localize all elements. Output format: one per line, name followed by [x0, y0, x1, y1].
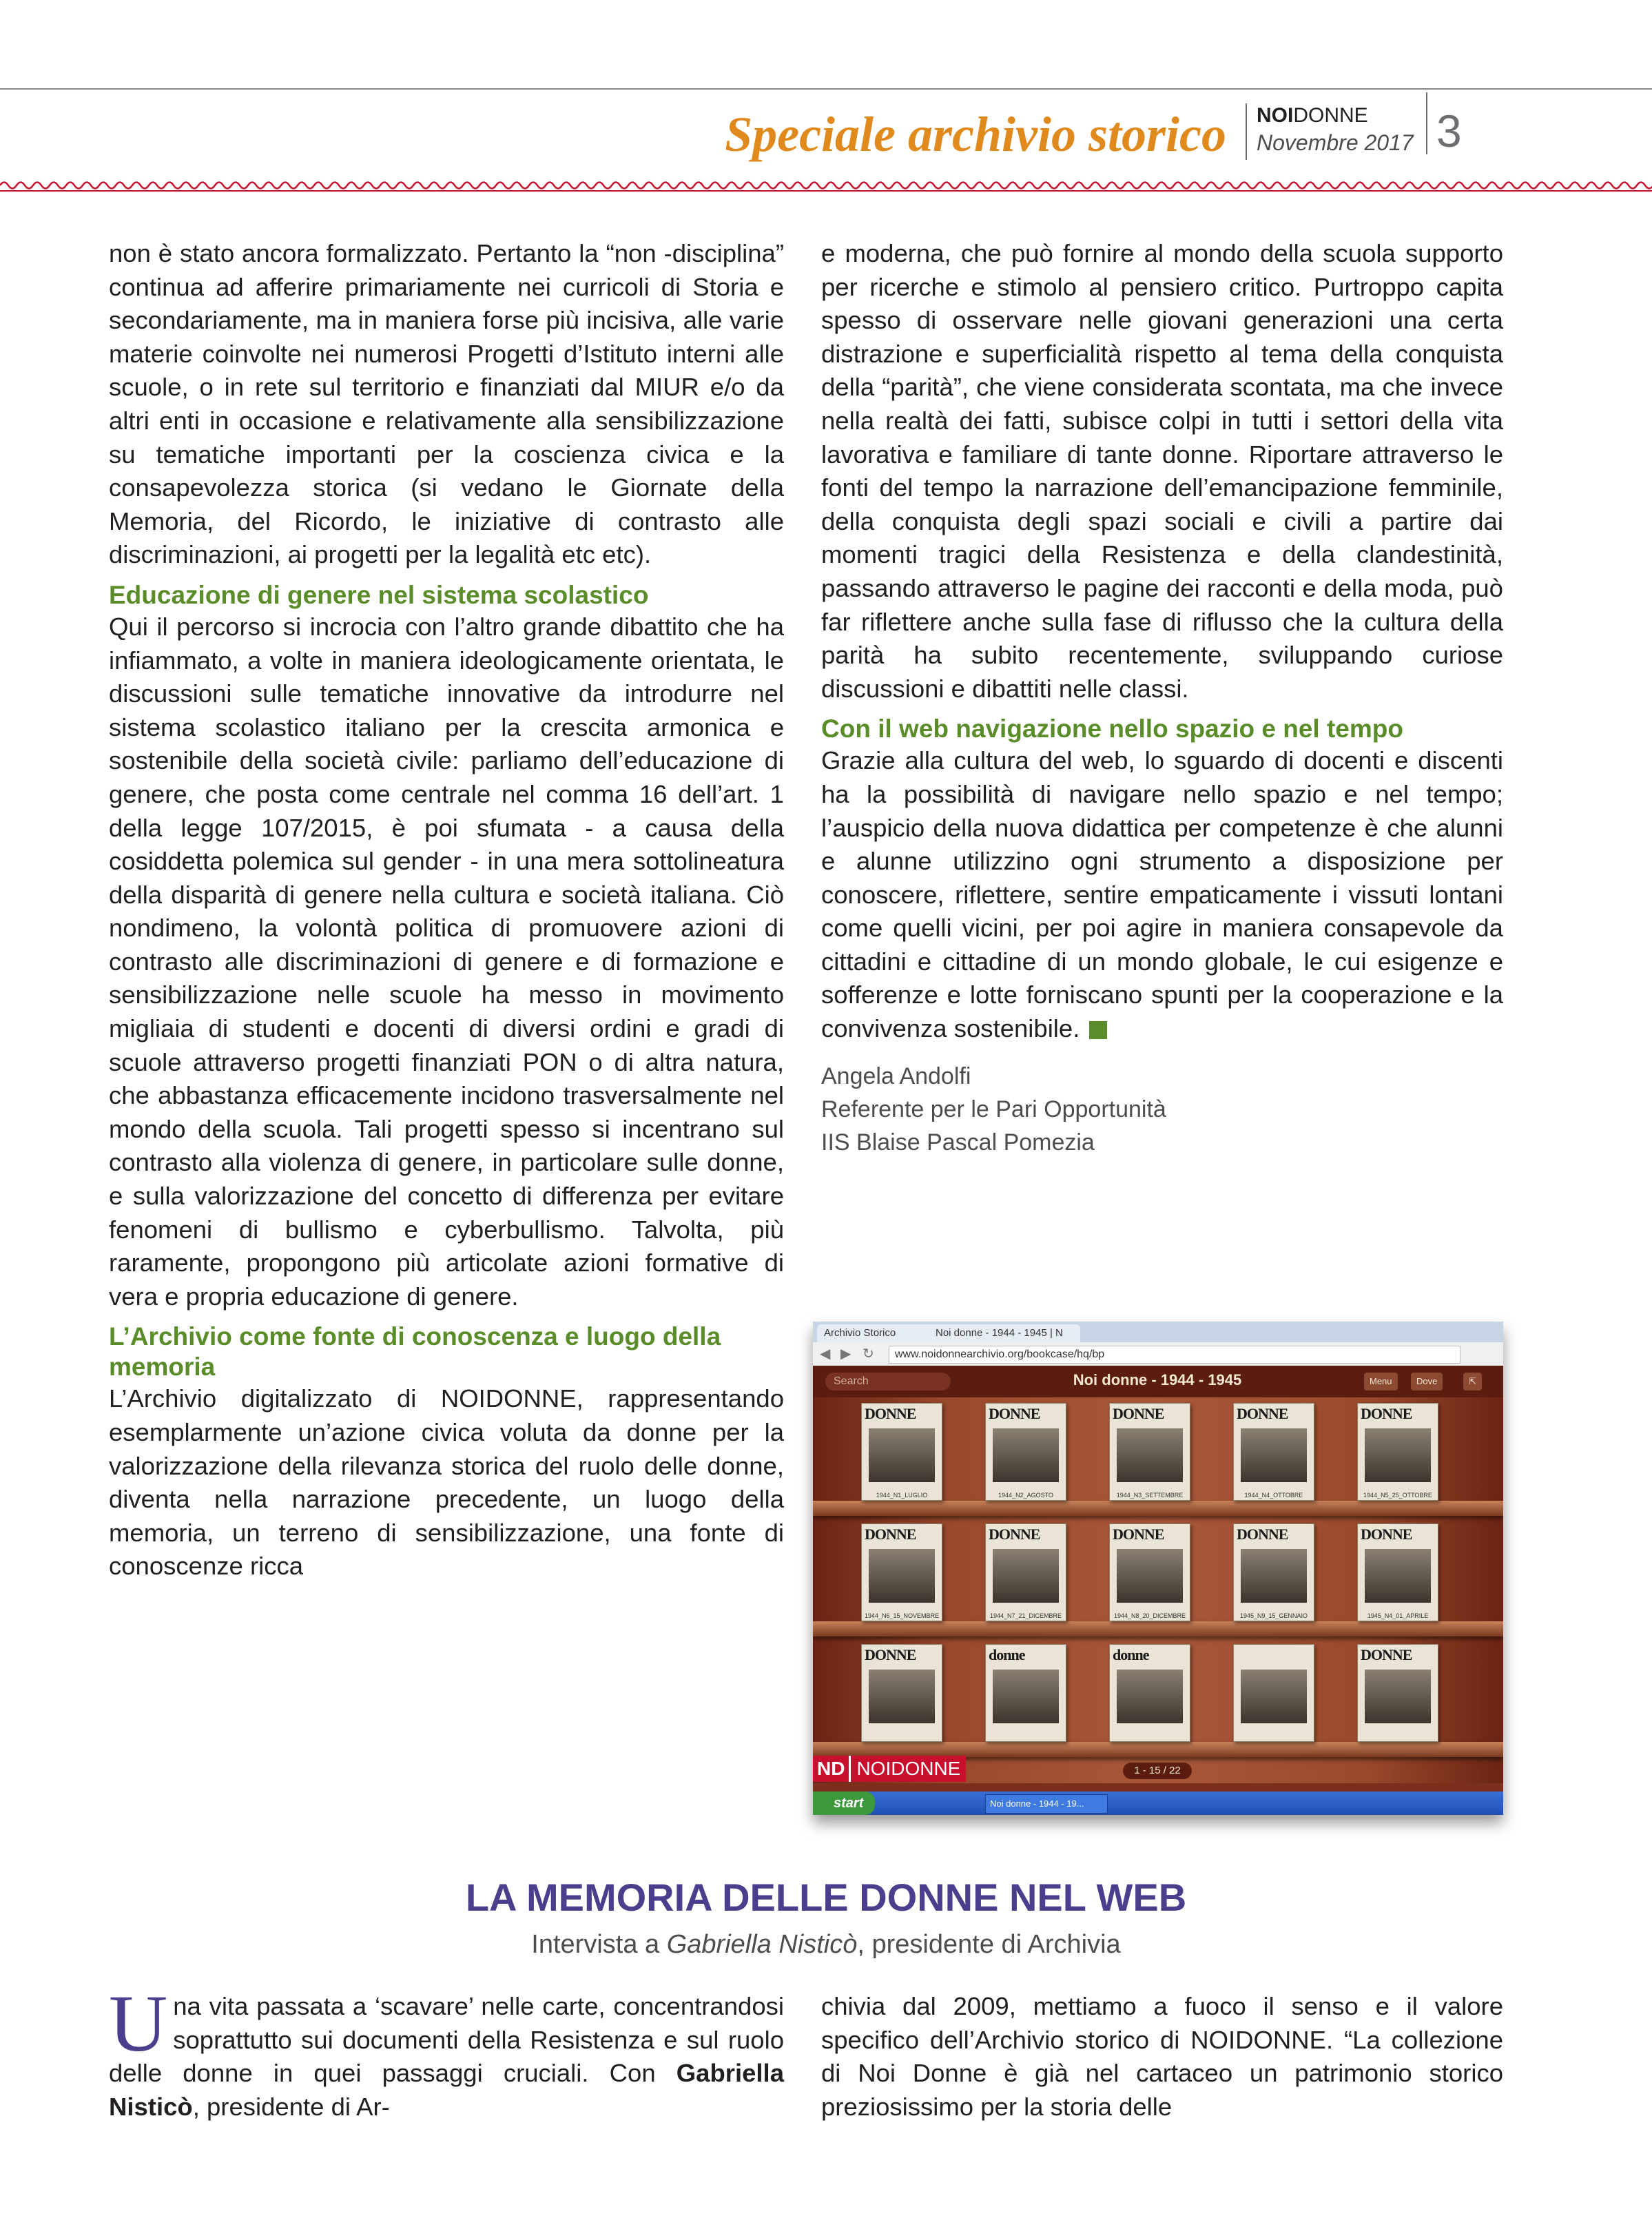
- magazine-title: DONNE: [865, 1646, 916, 1663]
- shelf-plank: [813, 1501, 1503, 1516]
- noidonne-logo: ND NOIDONNE: [813, 1756, 966, 1782]
- magazine-photo: [869, 1549, 935, 1603]
- end-of-article-mark: [1089, 1021, 1107, 1039]
- magazine-cover: [1233, 1403, 1314, 1501]
- subheading: L’Archivio come fonte di conoscenza e luogo della memoria: [109, 1322, 721, 1382]
- subheading: Con il web navigazione nello spazio e nel tempo: [821, 715, 1403, 743]
- interview-right-column: [821, 1990, 1503, 2124]
- section-title: Speciale archivio storico: [725, 107, 1226, 162]
- url-field: www.noidonnearchivio.org/bookcase/hq/bp: [889, 1346, 1460, 1364]
- reload-icon: ↻: [863, 1346, 874, 1362]
- os-taskbar: [813, 1792, 1503, 1815]
- magazine-label: 1945_N4_01_APRILE: [1367, 1612, 1429, 1619]
- magazine-cover: [1233, 1523, 1314, 1621]
- article-left-column: [109, 237, 784, 1583]
- magazine-label: 1944_N1_LUGLIO: [876, 1492, 928, 1499]
- magazine-photo: [1241, 1428, 1307, 1482]
- browser-tab-strip: [813, 1322, 1503, 1342]
- paragraph: chivia dal 2009, mettiamo a fuoco il senso e il valore specifico dell’Archivio storico di NOIDONNE. “La collezione di Noi Donne è già nel cartaceo un patrimonio storico preziosissimo per la storia delle: [821, 1992, 1503, 2121]
- magazine-cover: [1109, 1523, 1190, 1621]
- interview-title: LA MEMORIA DELLE DONNE NEL WEB: [465, 1876, 1187, 1919]
- magazine-label: 1944_N3_SETTEMBRE: [1116, 1492, 1184, 1499]
- magazine-photo: [1365, 1428, 1431, 1482]
- magazine-label: 1944_N4_OTTOBRE: [1244, 1492, 1303, 1499]
- magazine-cover: [985, 1523, 1066, 1621]
- magazine-photo: [993, 1549, 1059, 1603]
- magazine-title: DONNE: [1361, 1526, 1412, 1543]
- magazine-cover: [861, 1403, 942, 1501]
- browser-tab: Archivio Storico: [817, 1324, 934, 1342]
- archive-title: Noi donne - 1944 - 1945: [1073, 1371, 1242, 1388]
- share-icon: ⇱: [1463, 1373, 1482, 1390]
- magazine-cover: [861, 1644, 942, 1742]
- archive-website-screenshot: [813, 1322, 1503, 1815]
- magazine-label: 1944_N7_21_DICEMBRE: [989, 1612, 1062, 1619]
- author-school: IIS Blaise Pascal Pomezia: [821, 1129, 1095, 1156]
- magazine-photo: [1241, 1670, 1307, 1723]
- magazine-photo: [993, 1670, 1059, 1723]
- magazine-cover: [1357, 1403, 1438, 1501]
- magazine-photo: [1117, 1670, 1183, 1723]
- magazine-cover: [1357, 1523, 1438, 1621]
- paragraph: Una vita passata a ‘scavare’ nelle carte, concentrandosi soprattutto sui documenti della Resistenza e sul ruolo delle donne in quei passaggi cruciali. Con Gabriella Nisticò, presidente di Ar-: [109, 1978, 784, 2121]
- author-name: Angela Andolfi: [821, 1062, 971, 1089]
- drop-cap: U: [109, 1978, 168, 2068]
- magazine-label: 1944_N5_25_OTTOBRE: [1363, 1492, 1432, 1499]
- article-right-column: [821, 237, 1503, 1159]
- author-signature: [821, 1060, 1503, 1159]
- magazine-cover: [985, 1403, 1066, 1501]
- archive-toolbar: [813, 1366, 1503, 1397]
- paragraph: non è stato ancora formalizzato. Pertanto la “non -disciplina” continua ad afferire primariamente nei curricoli di Storia e secondariamente, ma in maniera forse più incisiva, alle varie materie coinvolte nei numerosi Progetti d’Istituto interni alle scuole, o in rete sul territorio e finanziati dal MIUR e/o da altri enti in occasione e relativamente alla sensibilizzazione su tematiche importanti per la coscienza civica e la consapevolezza storica (si vedano le Giornate della Memoria, del Ricordo, le iniziative di contrasto alle discriminazioni, ai progetti per la legalità etc etc).: [109, 239, 784, 569]
- magazine-title: DONNE: [1237, 1405, 1288, 1422]
- magazine-cover: [1109, 1403, 1190, 1501]
- magazine-title: DONNE: [1113, 1405, 1164, 1422]
- decorative-wavy-rule: [0, 178, 1652, 193]
- magazine-label: 1944_N8_20_DICEMBRE: [1113, 1612, 1186, 1619]
- header-divider: [1426, 92, 1427, 154]
- magazine-title: DONNE: [989, 1526, 1040, 1543]
- shelf-plank: [813, 1621, 1503, 1636]
- magazine-title: DONNE: [865, 1526, 916, 1543]
- paragraph: Qui il percorso si incrocia con l’altro grande dibattito che ha infiammato, a volte in maniera ideologicamente orientata, le discussioni sulle tematiche innovative da introdurre nel sistema scolastico italiano per la crescita armonica e sostenibile della società civile: parliamo dell’educazione di genere, che posta come centrale nel comma 16 dell’art. 1 della legge 107/2015, è poi sfumata - a causa della cosiddetta polemica sul gender - in una mera sottolineatura della disparità di genere nella cultura e società italiana. Ciò nondimeno, la volontà politica di promuovere azioni di contrasto alle discriminazioni di genere e di formazione e sensibilizzazione nelle scuole ha messo in movimento migliaia di studenti e docenti di diversi ordini e gradi di scuole attraverso progetti finanziati PON o di altra natura, che abbastanza efficacemente incidono trasversalmente nel mondo della scuola. Tali progetti spesso si incentrano sul contrasto alla violenza di genere, in particolare sulle donne, e sulla valorizzazione del concetto di differenza per evitare fenomeni di bullismo e cyberbullismo. Talvolta, più raramente, propongono più articolate azioni formative di vera e propria educazione di genere.: [109, 612, 784, 1311]
- paragraph: e moderna, che può fornire al mondo della scuola supporto per ricerche e stimolo al pensiero critico. Purtroppo capita spesso di osservare nelle giovani generazioni una certa distrazione e superficialità rispetto al tema della conquista della “parità”, che viene considerata scontata, ma che invece nella realtà dei fatti, subisce colpi in tutti i settori della vita lavorativa e familiare di tante donne. Riportare attraverso le fonti del tempo la narrazione dell’emancipazione femminile, della conquista degli spazi sociali e civili a partire dai momenti tragici della Resistenza e della clandestinità, passando attraverso le pagine dei racconti e della moda, può far riflettere anche sulla fase di riflusso che la cultura della parità ha subito recentemente, sviluppando curiose discussioni e dibattiti nelle classi.: [821, 239, 1503, 703]
- magazine-label: 1945_N9_15_GENNAIO: [1239, 1612, 1308, 1619]
- magazine-title: [1234, 1645, 1314, 1647]
- page-number: 3: [1436, 105, 1462, 156]
- brand-name: NOIDONNE: [1257, 104, 1368, 127]
- browser-tab: Noi donne - 1944 - 1945 | N: [929, 1324, 1080, 1342]
- magazine-photo: [1117, 1428, 1183, 1482]
- magazine-photo: [993, 1428, 1059, 1482]
- magazine-cover: [1357, 1644, 1438, 1742]
- magazine-photo: [1241, 1549, 1307, 1603]
- interview-left-column: [109, 1978, 784, 2124]
- menu-button: Menu: [1364, 1373, 1398, 1390]
- paragraph: Grazie alla cultura del web, lo sguardo di docenti e discenti ha la possibilità di navigare nello spazio e nel tempo; l’auspicio della nuova didattica per competenze è che alunni e alunne utilizzino ogni strumento a disposizione per conoscere, riflettere, sentire empaticamente i vissuti lontani come quelli vicini, per poi agire in maniera consapevole da cittadini e cittadine di un mondo globale, le cui esigenze e sofferenze e lotte forniscano spunti per la cooperazione e la convivenza sostenibile.: [821, 746, 1503, 1043]
- magazine-cover: [1109, 1644, 1190, 1742]
- forward-icon: ▶: [840, 1346, 851, 1362]
- magazine-title: DONNE: [1361, 1646, 1412, 1663]
- magazine-cover: [861, 1523, 942, 1621]
- magazine-photo: [1365, 1549, 1431, 1603]
- magazine-title: DONNE: [1113, 1526, 1164, 1543]
- back-icon: ◀: [820, 1346, 831, 1362]
- header-rule: [0, 88, 1652, 90]
- magazine-photo: [869, 1428, 935, 1482]
- page-counter: 1 - 15 / 22: [1123, 1763, 1192, 1779]
- browser-address-bar: [813, 1342, 1503, 1366]
- start-button: start: [813, 1792, 875, 1815]
- magazine-photo: [1117, 1549, 1183, 1603]
- taskbar-item: Noi donne - 1944 - 19...: [985, 1794, 1108, 1814]
- bookshelf: [813, 1397, 1503, 1783]
- interview-subtitle: Intervista a Gabriella Nisticò, presidente di Archivia: [531, 1930, 1121, 1959]
- magazine-photo: [869, 1670, 935, 1723]
- dove-button: Dove: [1411, 1373, 1443, 1390]
- magazine-title: donne: [1113, 1646, 1149, 1663]
- magazine-cover: [985, 1644, 1066, 1742]
- issue-date: Novembre 2017: [1257, 130, 1414, 155]
- search-input: Search: [825, 1373, 951, 1390]
- magazine-title: DONNE: [989, 1405, 1040, 1422]
- author-role: Referente per le Pari Opportunità: [821, 1096, 1166, 1122]
- magazine-title: donne: [989, 1646, 1025, 1663]
- magazine-title: DONNE: [1237, 1526, 1288, 1543]
- magazine-cover: [1233, 1644, 1314, 1742]
- magazine-label: 1944_N2_AGOSTO: [998, 1492, 1053, 1499]
- magazine-label: 1944_N6_15_NOVEMBRE: [864, 1612, 940, 1619]
- magazine-photo: [1365, 1670, 1431, 1723]
- shelf-plank: [813, 1742, 1503, 1757]
- magazine-title: DONNE: [1361, 1405, 1412, 1422]
- subheading: Educazione di genere nel sistema scolastico: [109, 580, 649, 609]
- masthead: [1246, 103, 1436, 160]
- magazine-title: DONNE: [865, 1405, 916, 1422]
- paragraph: L’Archivio digitalizzato di NOIDONNE, rappresentando esemplarmente un’azione civica voluta da donne per la valorizzazione della rilevanza storica del ruolo delle donne, diventa nella narrazione precedente, un luogo della memoria, un terreno di sensibilizzazione, una fonte di conoscenze ricca: [109, 1384, 784, 1581]
